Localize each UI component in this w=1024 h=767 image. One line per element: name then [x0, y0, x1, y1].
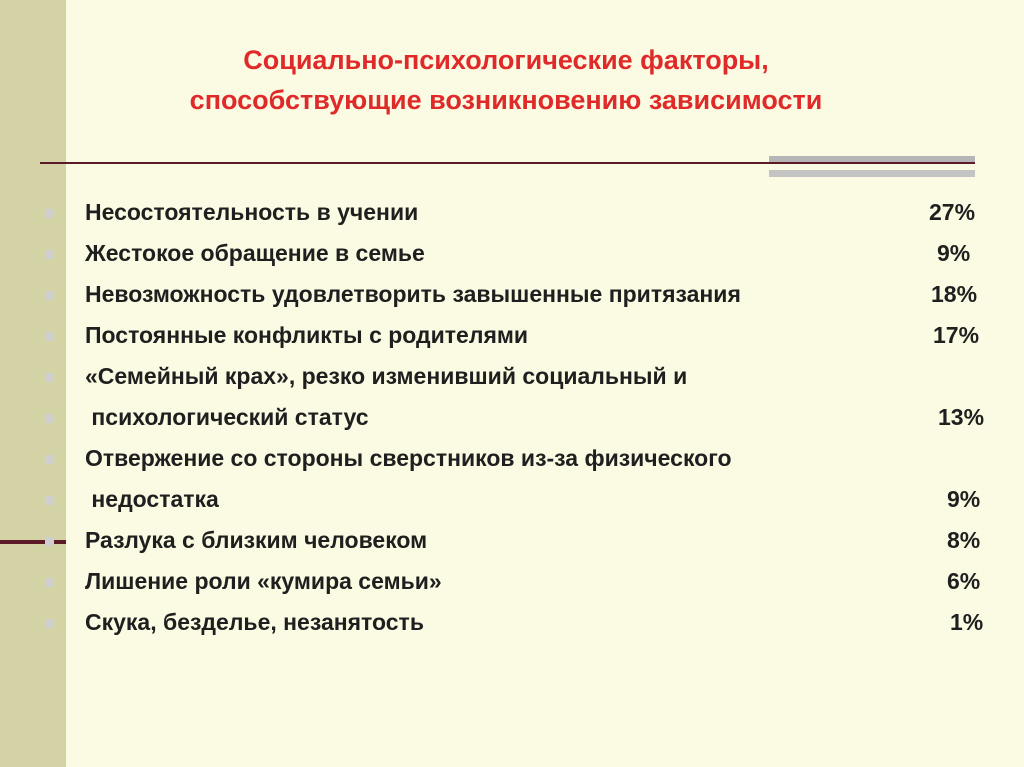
- factor-label: Лишение роли «кумира семьи»: [85, 568, 442, 594]
- bullet-square-icon: [45, 578, 54, 587]
- list-item: [44, 274, 1004, 315]
- factors-list: [44, 192, 1004, 643]
- list-item: [44, 561, 1004, 602]
- factor-label: недостатка: [85, 486, 219, 512]
- bullet-square-icon: [45, 250, 54, 259]
- factor-label: Несостоятельность в учении: [85, 199, 419, 225]
- bullet-square-icon: [45, 209, 54, 218]
- factor-label: психологический статус: [85, 404, 369, 430]
- list-item: [44, 233, 1004, 274]
- factor-percent: 1%: [950, 609, 984, 635]
- decor-gray-bar-lower: [769, 170, 975, 177]
- bullet-square-icon: [45, 414, 54, 423]
- bullet-square-icon: [45, 537, 54, 546]
- factor-percent: 9%: [937, 240, 971, 266]
- slide-title: [66, 40, 946, 120]
- title-line-1: Социально-психологические факторы,: [243, 45, 769, 75]
- factor-percent: 17%: [933, 322, 980, 348]
- list-item: [44, 397, 1004, 438]
- factor-percent: 18%: [931, 281, 978, 307]
- factor-label: Отвержение со стороны сверстников из-за физического: [85, 445, 732, 471]
- factor-label: Скука, безделье, незанятость: [85, 609, 424, 635]
- bullet-square-icon: [45, 496, 54, 505]
- factor-percent: 6%: [947, 568, 981, 594]
- factor-label: Невозможность удовлетворить завышенные притязания: [85, 281, 741, 307]
- title-divider: [40, 162, 975, 164]
- bullet-square-icon: [45, 455, 54, 464]
- bullet-square-icon: [45, 373, 54, 382]
- list-item: [44, 479, 1004, 520]
- factor-percent: 8%: [947, 527, 981, 553]
- bullet-square-icon: [45, 619, 54, 628]
- title-line-2: способствующие возникновению зависимости: [189, 85, 823, 115]
- list-item: [44, 438, 1004, 479]
- factor-percent: 9%: [947, 486, 981, 512]
- list-item: [44, 602, 1004, 643]
- factor-percent: 13%: [938, 404, 985, 430]
- bullet-square-icon: [45, 291, 54, 300]
- list-item: [44, 315, 1004, 356]
- list-item: [44, 520, 1004, 561]
- factor-percent: 27%: [929, 199, 976, 225]
- factor-label: Разлука с близким человеком: [85, 527, 428, 553]
- list-item: [44, 192, 1004, 233]
- factor-label: Жестокое обращение в семье: [85, 240, 425, 266]
- factor-label: «Семейный крах», резко изменивший социальный и: [85, 363, 688, 389]
- bullet-square-icon: [45, 332, 54, 341]
- list-item: [44, 356, 1004, 397]
- factor-label: Постоянные конфликты с родителями: [85, 322, 529, 348]
